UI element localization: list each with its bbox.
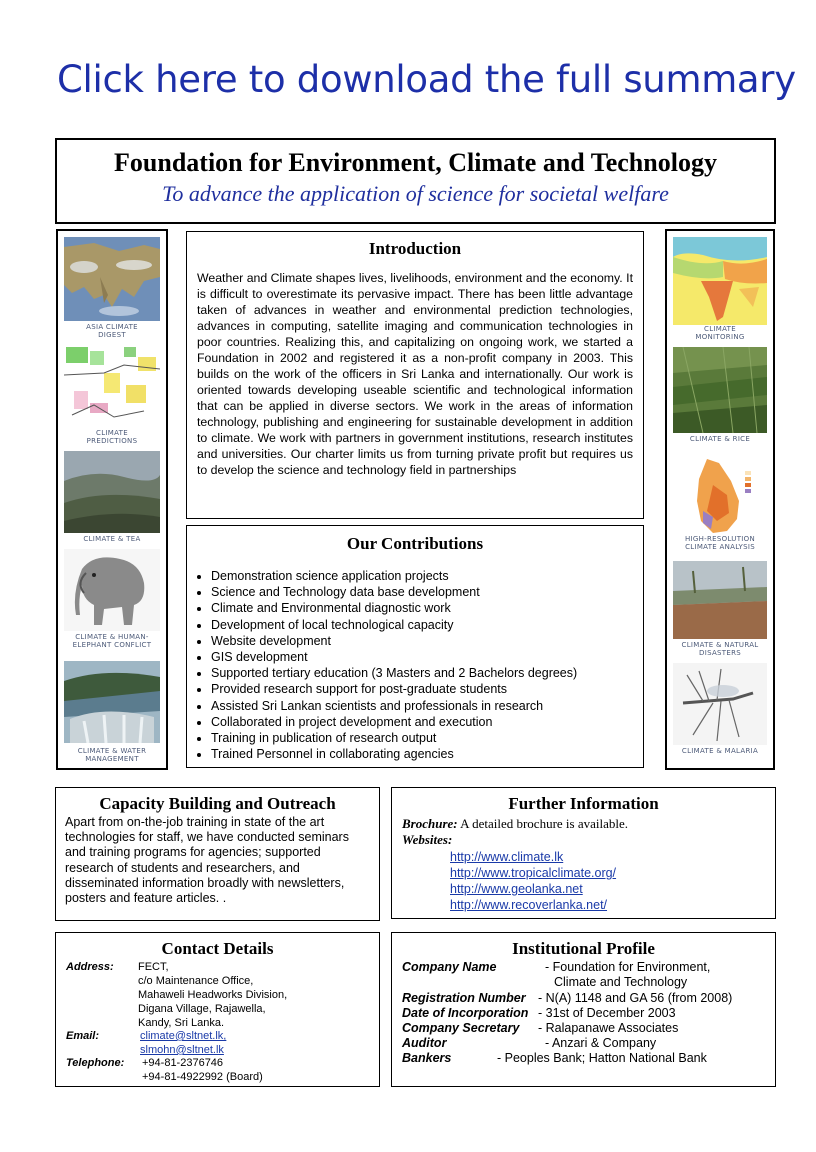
telephone-label: Telephone:	[66, 1057, 125, 1069]
list-item: • Trained Personnel in collaborating agencies	[211, 746, 577, 762]
profile-label: Company Secretary	[402, 1021, 520, 1035]
introduction-title: Introduction	[368, 239, 462, 258]
contributions-section	[186, 525, 644, 768]
profile-label: Auditor	[402, 1036, 447, 1050]
contributions-title: Our Contributions	[346, 534, 484, 553]
introduction-section	[186, 231, 644, 519]
list-item: • Climate and Environmental diagnostic work	[211, 600, 577, 616]
thumb-caption: CLIMATE & MALARIA	[681, 747, 759, 755]
profile-section	[391, 932, 776, 1087]
introduction-body: Weather and Climate shapes lives, livelihoods, environment and the economy. It is difficult to overestimate its pervasive impact. There has been little advantage taken of advances in weather and environmental prediction technologies, advances in computing, satellite imaging and communication technologies in poor countries. Realizing this, and capitalizing on ongoing work, we started a Foundation in 2002 and registered it as a non-profit company in 2003. This builds on the work of the officers in Sri Lanka and internationally. Our work is oriented towards developing useable scientific and technological information that can be applied in diverse sectors. We work in the areas of information technology, publishing and engineering for sustainable development in addition to climate. We work with partners in government institutions, research institutes and universities. Our charter limits us from turning private profit but requires us to develop the science and technology field in partnerships	[197, 271, 633, 477]
profile-value: - 31st of December 2003	[538, 1006, 676, 1020]
phone-list: +94-81-2376746 +94-81-4922992 (Board)	[142, 1057, 263, 1083]
website-link[interactable]: http://www.geolanka.net	[450, 882, 583, 896]
contributions-list	[193, 568, 577, 762]
list-item: • Science and Technology data base development	[211, 584, 577, 600]
thumb-caption: CLIMATE PREDICTIONS	[86, 429, 138, 445]
address-lines: FECT, c/o Maintenance Office, Mahaweli Headworks Division, Digana Village, Rajawella, Kandy, Sri Lanka.	[138, 961, 288, 1029]
website-link[interactable]: http://www.tropicalclimate.org/	[450, 866, 617, 880]
thumb-caption: HIGH-RESOLUTION CLIMATE ANALYSIS	[684, 535, 756, 551]
contact-title: Contact Details	[161, 939, 274, 958]
profile-label: Company Name	[402, 960, 497, 974]
thumb-caption: ASIA CLIMATE DIGEST	[86, 323, 138, 339]
thumb-caption: CLIMATE & NATURAL DISASTERS	[681, 641, 759, 657]
list-item: • GIS development	[211, 649, 577, 665]
download-summary-link[interactable]: Click here to download the full summary	[57, 58, 796, 101]
thumb-caption: CLIMATE & RICE	[689, 435, 751, 443]
profile-value: Climate and Technology	[554, 975, 688, 989]
profile-value: - Peoples Bank; Hatton National Bank	[497, 1051, 707, 1065]
prediction-map-image	[64, 345, 160, 429]
tea-hills-image	[64, 451, 160, 533]
list-item: • Supported tertiary education (3 Masters and 2 Bachelors degrees)	[211, 665, 577, 681]
disaster-image	[673, 561, 767, 639]
list-item: • Demonstration science application projects	[211, 568, 577, 584]
email-link[interactable]: slmohn@sltnet.lk	[140, 1044, 224, 1056]
email-link[interactable]: climate@sltnet.lk,	[140, 1030, 227, 1042]
list-item: • Development of local technological capacity	[211, 617, 577, 633]
thumb-climate-malaria	[667, 663, 773, 763]
further-info-section	[391, 787, 776, 919]
thumb-human-elephant	[58, 549, 166, 653]
thumb-caption: CLIMATE & HUMAN- ELEPHANT CONFLICT	[72, 633, 152, 649]
thumb-climate-tea	[58, 451, 166, 545]
profile-value: - N(A) 1148 and GA 56 (from 2008)	[538, 991, 733, 1005]
list-item: • Website development	[211, 633, 577, 649]
thumb-climate-predictions	[58, 345, 166, 445]
website-link[interactable]: http://www.climate.lk	[450, 850, 564, 864]
capacity-section	[55, 787, 380, 921]
email-list	[140, 1029, 226, 1057]
profile-value: - Ralapanawe Associates	[538, 1021, 679, 1035]
asia-map-image	[64, 237, 160, 321]
website-link[interactable]: http://www.recoverlanka.net/	[450, 898, 608, 912]
list-item: • Training in publication of research output	[211, 730, 577, 746]
thumb-asia-climate-digest	[58, 237, 166, 337]
address-label: Address:	[66, 961, 114, 973]
list-item: • Provided research support for post-graduate students	[211, 681, 577, 697]
thumb-natural-disasters	[667, 561, 773, 661]
thumb-climate-rice	[667, 347, 773, 447]
profile-title: Institutional Profile	[512, 939, 655, 958]
thumb-high-resolution	[667, 455, 773, 559]
header-box	[55, 138, 776, 224]
profile-label: Registration Number	[402, 991, 526, 1005]
profile-label: Date of Incorporation	[402, 1006, 529, 1020]
profile-label: Bankers	[402, 1051, 452, 1065]
profile-value: - Anzari & Company	[545, 1036, 657, 1050]
further-info-title: Further Information	[508, 794, 659, 813]
page-subtitle: To advance the application of science for societal welfare	[162, 181, 669, 206]
list-item: • Assisted Sri Lankan scientists and professionals in research	[211, 698, 577, 714]
email-label: Email:	[66, 1030, 100, 1042]
dam-image	[64, 661, 160, 743]
mosquito-image	[673, 663, 767, 745]
sri-lanka-map-image	[673, 455, 767, 535]
contact-section	[55, 932, 380, 1087]
left-image-column	[56, 229, 168, 770]
monitoring-map-image	[673, 237, 767, 325]
thumb-climate-monitoring	[667, 237, 773, 341]
thumb-caption: CLIMATE & TEA	[83, 535, 141, 543]
elephant-image	[64, 549, 160, 631]
list-item: • Collaborated in project development and execution	[211, 714, 577, 730]
thumb-caption: CLIMATE & WATER MANAGEMENT	[77, 747, 147, 763]
websites-list	[450, 849, 616, 913]
rice-field-image	[673, 347, 767, 433]
capacity-body: Apart from on-the-job training in state of the art technologies for staff, we have conducted seminars and training programs for agencies; supported research of students and researchers, and disseminated information broadly with newsletters, posters and feature articles. .	[65, 815, 349, 906]
profile-value: - Foundation for Environment,	[545, 960, 711, 974]
websites-label: Websites:	[402, 832, 453, 847]
thumb-caption: CLIMATE MONITORING	[695, 325, 745, 341]
capacity-title: Capacity Building and Outreach	[99, 794, 336, 813]
brochure-line: Brochure: A detailed brochure is available.	[402, 816, 629, 831]
page-title: Foundation for Environment, Climate and Technology	[114, 148, 717, 177]
right-image-column	[665, 229, 775, 770]
thumb-water-management	[58, 661, 166, 767]
